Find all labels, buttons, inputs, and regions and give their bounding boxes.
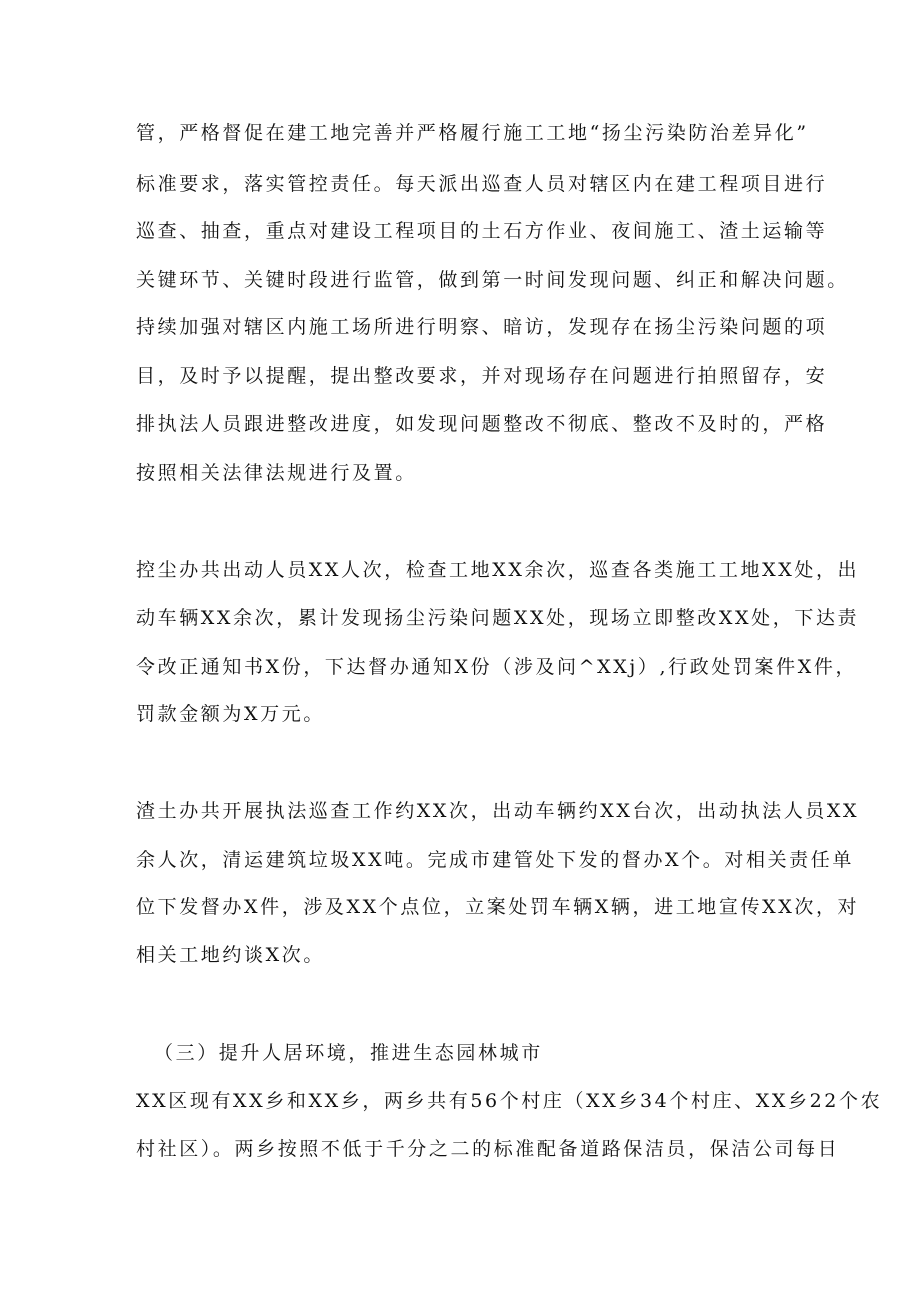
paragraph-2-line-1: 控尘办共出动人员XX人次，检查工地XX余次，巡查各类施工工地XX处，出 bbox=[136, 559, 860, 581]
section-heading: （三）提升人居环境，推进生态园林城市 bbox=[154, 1042, 543, 1064]
paragraph-1-line-3: 巡查、抽查，重点对建设工程项目的土石方作业、夜间施工、渣土运输等 bbox=[136, 220, 828, 242]
paragraph-4-line-2: 村社区）。两乡按照不低于千分之二的标准配备道路保洁员，保洁公司每日 bbox=[136, 1138, 840, 1160]
paragraph-1-line-1: 管，严格督促在建工地完善并严格履行施工工地“扬尘污染防治差异化” bbox=[136, 122, 809, 144]
paragraph-1-line-8: 按照相关法律法规进行及置。 bbox=[136, 462, 417, 484]
paragraph-1-line-7: 排执法人员跟进整改进度，如发现问题整改不彻底、整改不及时的，严格 bbox=[136, 413, 828, 435]
paragraph-2-line-4: 罚款金额为X万元。 bbox=[136, 703, 325, 725]
paragraph-4-line-1: XX区现有XX乡和XX乡，两乡共有56个村庄（XX乡34个村庄、XX乡22个农 bbox=[136, 1090, 883, 1112]
paragraph-3-line-2: 余人次，清运建筑垃圾XX吨。完成市建管处下发的督办X个。对相关责任单 bbox=[136, 849, 854, 871]
paragraph-3-line-1: 渣土办共开展执法巡查工作约XX次，出动车辆约XX台次，出动执法人员XX bbox=[136, 800, 860, 822]
paragraph-1-line-2: 标准要求，落实管控责任。每天派出巡查人员对辖区内在建工程项目进行 bbox=[136, 173, 828, 195]
paragraph-1-line-5: 持续加强对辖区内施工场所进行明察、暗访，发现存在扬尘污染问题的项 bbox=[136, 316, 828, 338]
paragraph-2-line-2: 动车辆XX余次，累计发现扬尘污染问题XX处，现场立即整改XX处，下达责 bbox=[136, 607, 860, 629]
paragraph-3-line-4: 相关工地约谈X次。 bbox=[136, 944, 325, 966]
paragraph-1-line-4: 关键环节、关键时段进行监管，做到第一时间发现问题、纠正和解决问题。 bbox=[136, 269, 849, 291]
paragraph-1-line-6: 目，及时予以提醒，提出整改要求，并对现场存在问题进行拍照留存，安 bbox=[136, 365, 828, 387]
paragraph-2-line-3: 令改正通知书X份，下达督办通知X份（涉及问^XXj）,行政处罚案件X件， bbox=[136, 656, 858, 678]
paragraph-3-line-3: 位下发督办X件，涉及XX个点位，立案处罚车辆X辆，进工地宣传XX次，对 bbox=[136, 896, 860, 918]
